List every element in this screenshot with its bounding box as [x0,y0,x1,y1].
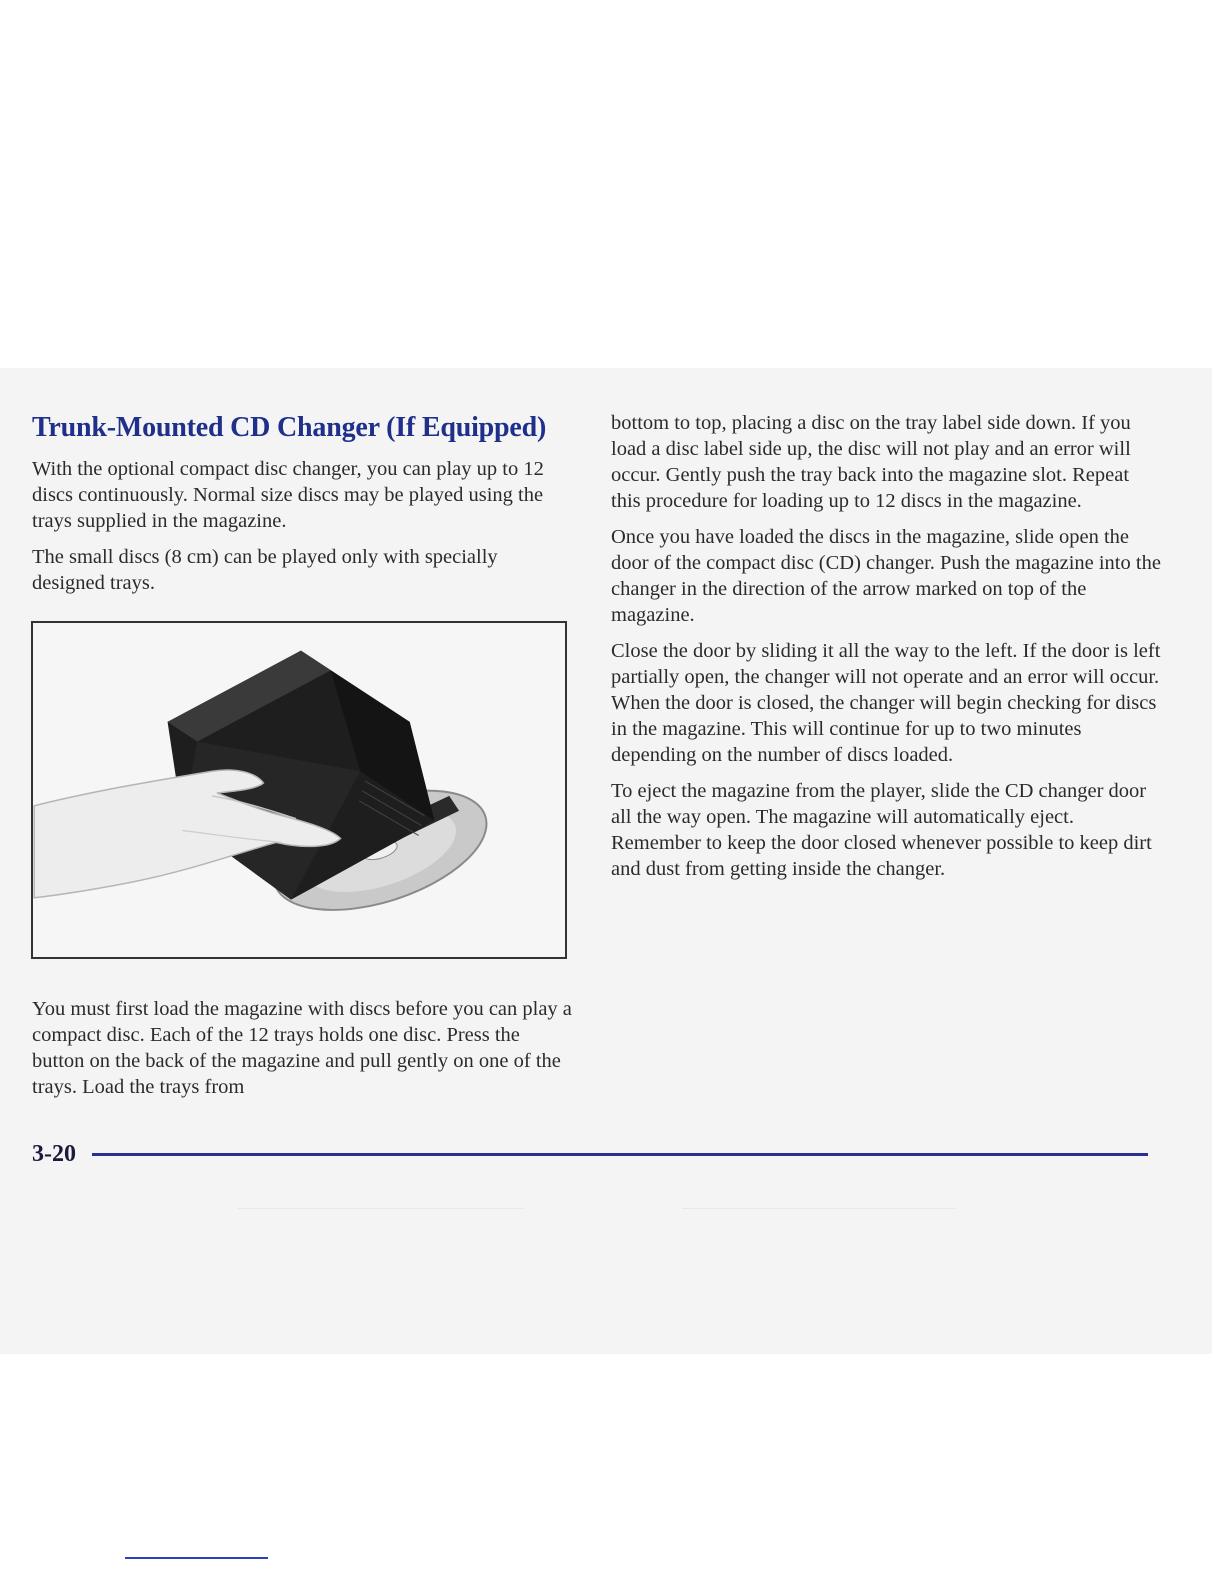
navigation-link-underline[interactable] [125,1557,268,1559]
left-bottom-text [32,996,572,1110]
faint-divider-left [238,1208,524,1209]
loading-paragraph: You must first load the magazine with discs before you can play a compact disc. Each of the 12 trays holds one disc. Press the button on the back of the magazine and pull gently on one of the trays. Load the trays from [32,998,572,1098]
eject-magazine-paragraph: To eject the magazine from the player, slide the CD changer door all the way open. The magazine will automatically eject. Remember to keep the door closed whenever possible to keep dirt and dust from getting inside the changer. [611,780,1152,880]
intro-paragraph: With the optional compact disc changer, you can play up to 12 discs continuously. Normal size discs may be played using the trays supplied in the magazine. [32,458,544,532]
section-heading: Trunk-Mounted CD Changer (If Equipped) [32,412,547,443]
hand-holding-magazine-image [33,623,565,957]
page-number: 3-20 [32,1141,76,1167]
small-discs-paragraph: The small discs (8 cm) can be played only with specially designed trays. [32,546,498,594]
right-column [611,410,1161,892]
page-footer [32,1138,1148,1170]
close-door-paragraph: Close the door by sliding it all the way to the left. If the door is left partially open, the changer will not operate and an error will occur. When the door is closed, the changer will begin checking for discs in the magazine. This will continue for up to two minutes depending on the number of discs loaded. [611,640,1161,766]
left-column [32,410,572,606]
footer-rule [92,1153,1148,1156]
faint-divider-right [682,1208,956,1209]
insert-magazine-paragraph: Once you have loaded the discs in the magazine, slide open the door of the compact disc (CD) changer. Push the magazine into the changer in the direction of the arrow marked on top of the magazine. [611,526,1161,626]
cd-magazine-illustration [31,621,567,959]
continued-loading-paragraph: bottom to top, placing a disc on the tray label side down. If you load a disc label side up, the disc will not play and an error will occur. Gently push the tray back into the magazine slot. Repeat this procedure for loading up to 12 discs in the magazine. [611,412,1131,512]
